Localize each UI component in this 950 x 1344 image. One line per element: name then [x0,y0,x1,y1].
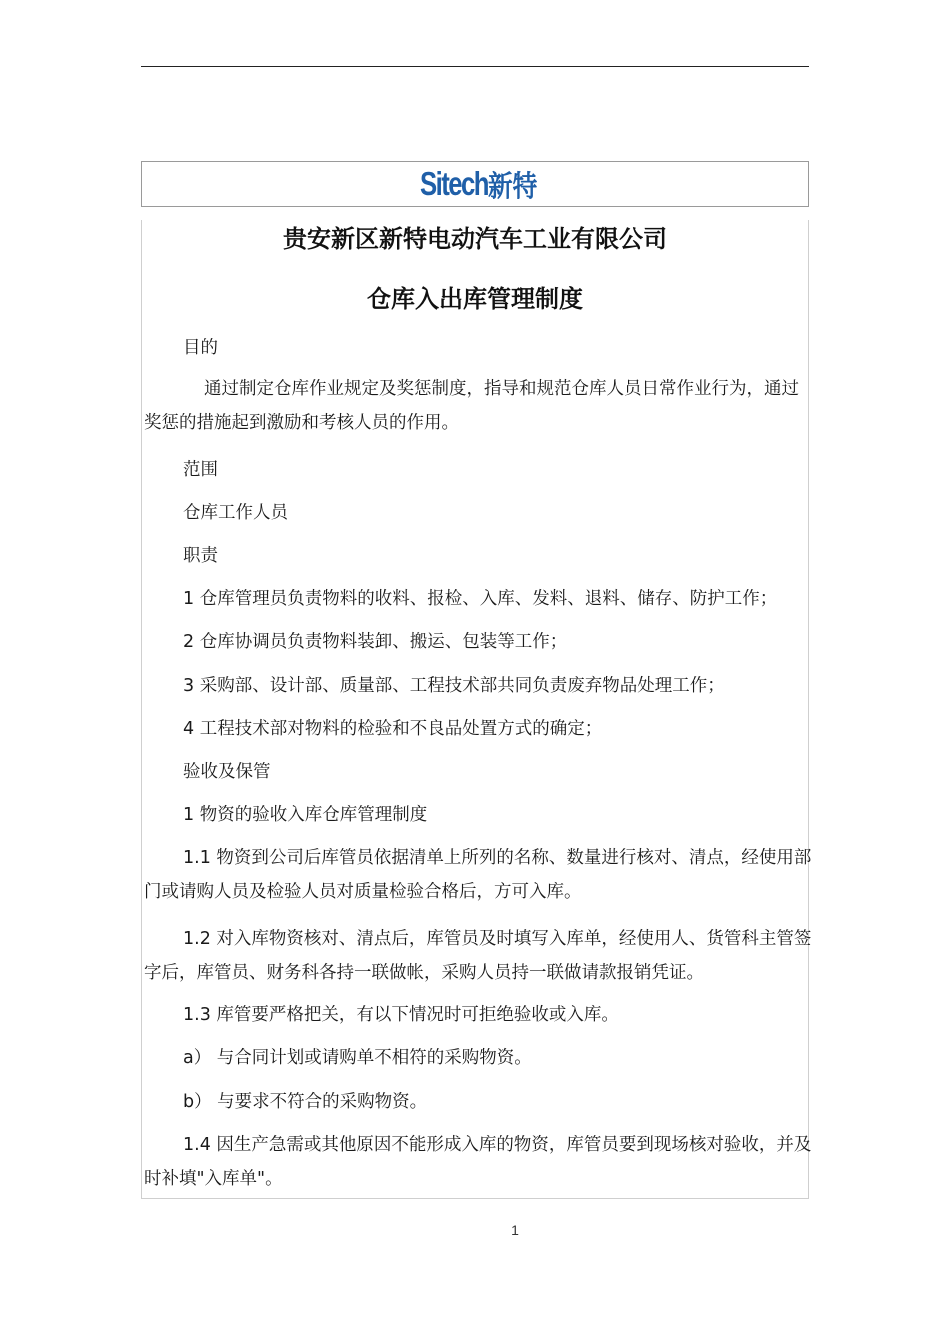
acceptance-item-1-4: 1.4 因生产急需或其他原因不能形成入库的物资，库管员要到现场核对验收，并及时补填"入库单"。 [144,1135,812,1189]
logo-frame [141,161,809,207]
acceptance-item-b: b） 与要求不符合的采购物资。 [183,1092,428,1112]
header-rule [141,66,809,67]
scope-text: 仓库工作人员 [183,503,288,523]
scope-heading: 范围 [183,460,218,480]
acceptance-heading: 验收及保管 [183,762,271,782]
acceptance-item-1-1: 1.1 物资到公司后库管员依据清单上所列的名称、数量进行核对、清点，经使用部门或请购人员及检验人员对质量检验合格后，方可入库。 [144,848,812,902]
sitech-logo [418,162,548,206]
page-number: 1 [511,1222,519,1238]
purpose-heading: 目的 [183,338,218,358]
duty-item-2: 2 仓库协调员负责物料装卸、搬运、包装等工作； [183,632,568,652]
acceptance-item-1-2: 1.2 对入库物资核对、清点后，库管员及时填写入库单，经使用人、货管科主管签字后，库管员、财务科各持一联做帐，采购人员持一联做请款报销凭证。 [144,929,812,983]
logo-cjk-text: 新特 [487,168,537,203]
acceptance-item-1-3: 1.3 库管要严格把关，有以下情况时可拒绝验收或入库。 [183,1005,619,1025]
document-title: 仓库入出库管理制度 [367,285,583,313]
company-title: 贵安新区新特电动汽车工业有限公司 [283,225,667,253]
acceptance-item-1: 1 物资的验收入库仓库管理制度 [183,805,428,825]
duties-heading: 职责 [183,546,218,566]
logo-latin-text: Sitech [420,165,489,202]
duty-item-3: 3 采购部、设计部、质量部、工程技术部共同负责废弃物品处理工作； [183,676,725,696]
duty-item-1: 1 仓库管理员负责物料的收料、报检、入库、发料、退料、储存、防护工作； [183,589,778,609]
purpose-text: 通过制定仓库作业规定及奖惩制度，指导和规范仓库人员日常作业行为，通过奖惩的措施起到激励和考核人员的作用。 [144,379,799,433]
duty-item-4: 4 工程技术部对物料的检验和不良品处置方式的确定； [183,719,603,739]
acceptance-item-a: a） 与合同计划或请购单不相符的采购物资。 [183,1048,532,1068]
